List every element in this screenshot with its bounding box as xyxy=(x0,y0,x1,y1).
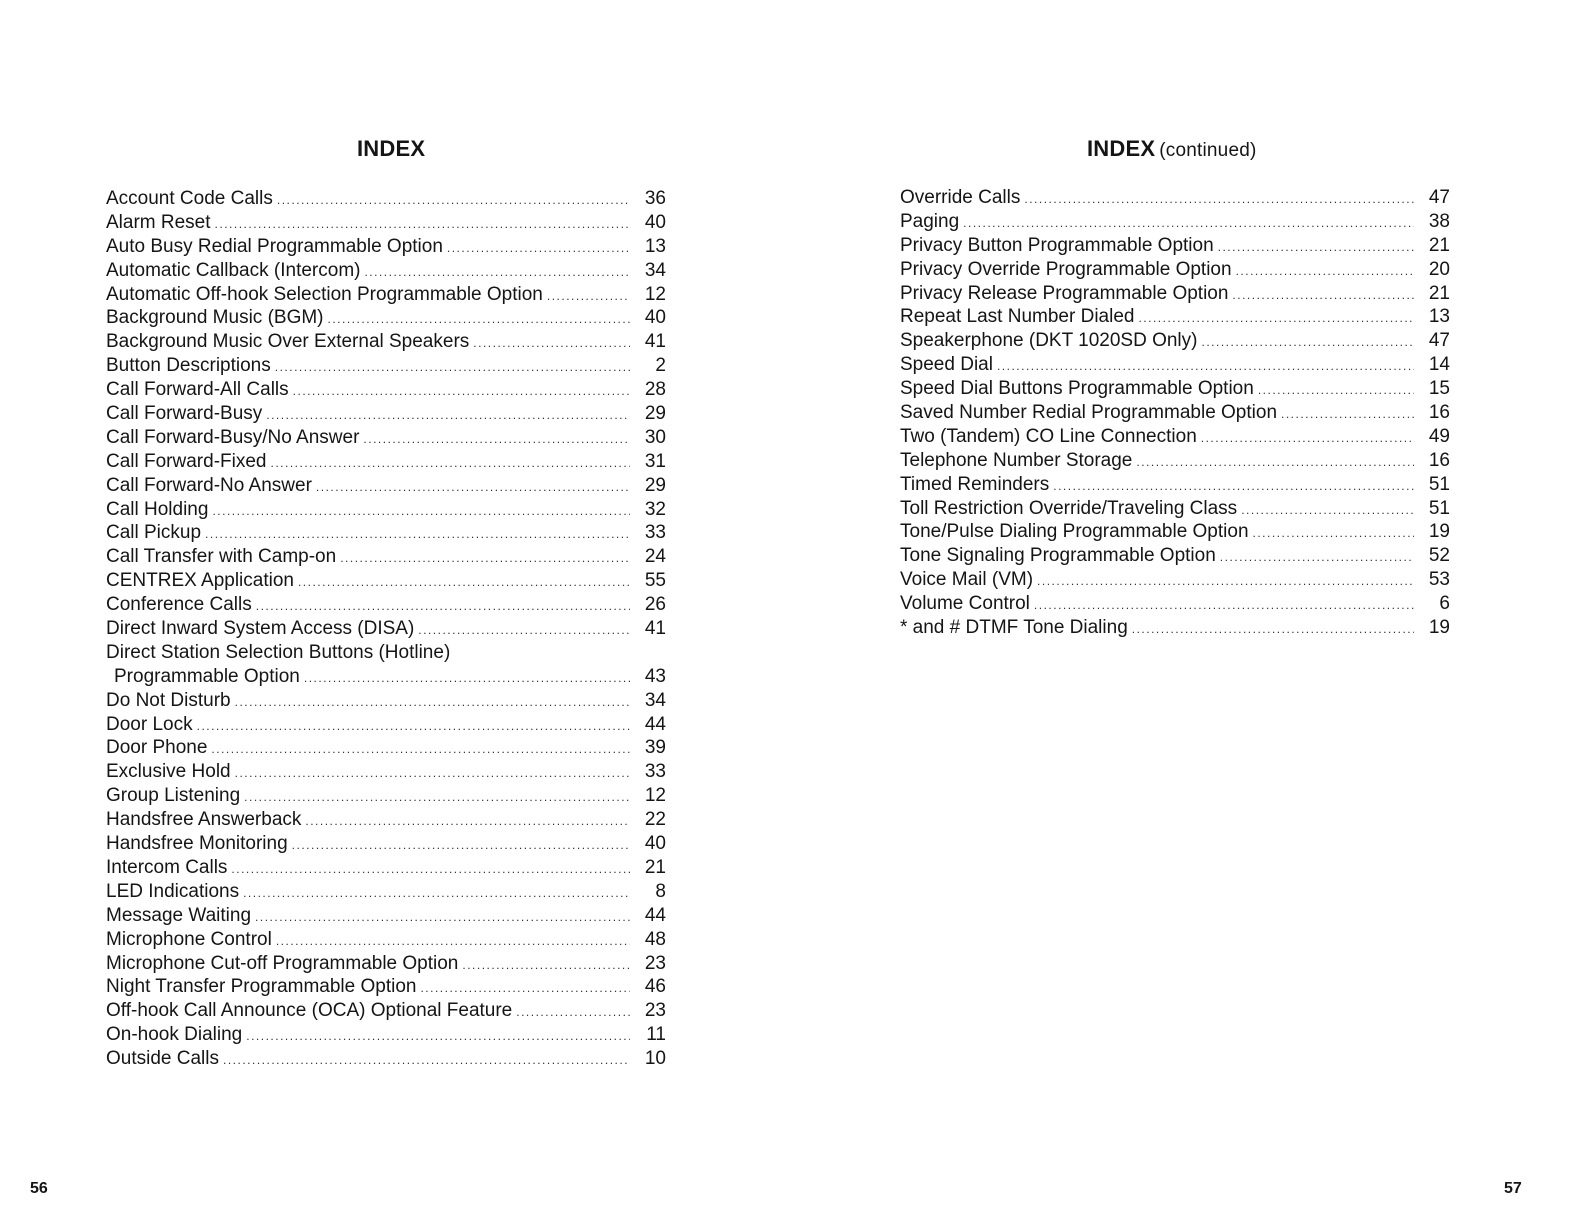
dot-leader xyxy=(473,332,630,356)
index-entry-label: Exclusive Hold xyxy=(106,761,231,783)
dot-leader xyxy=(1220,546,1414,570)
index-entry-page: 46 xyxy=(644,976,666,998)
index-entry-label: Background Music (BGM) xyxy=(106,307,324,329)
dot-leader xyxy=(1034,594,1414,618)
index-entry-label: Speed Dial Buttons Programmable Option xyxy=(900,378,1254,400)
dot-leader xyxy=(197,715,630,739)
index-entry-label: Speed Dial xyxy=(900,354,993,376)
index-entry-page: 40 xyxy=(644,211,666,233)
index-entry-label: Telephone Number Storage xyxy=(900,449,1133,471)
index-entry-label: Microphone Cut-off Programmable Option xyxy=(106,952,459,974)
dot-leader xyxy=(418,619,630,643)
dot-leader xyxy=(1136,451,1414,475)
index-entry-label: Door Phone xyxy=(106,737,208,759)
index-entry xyxy=(106,521,666,545)
index-entry-label: Button Descriptions xyxy=(106,355,271,377)
index-entry xyxy=(106,1047,666,1071)
page-number-left: 56 xyxy=(30,1180,48,1197)
dot-leader xyxy=(364,261,630,285)
index-entry-label: Background Music Over External Speakers xyxy=(106,331,470,353)
dot-leader xyxy=(1201,427,1414,451)
index-entry xyxy=(106,856,666,880)
index-entry-page: 36 xyxy=(644,188,666,209)
index-entry xyxy=(900,520,1450,544)
index-entry-label: Direct Station Selection Buttons (Hotline) xyxy=(106,641,451,663)
index-entry-page: 32 xyxy=(644,498,666,520)
index-entry-label: Outside Calls xyxy=(106,1048,219,1070)
dot-leader xyxy=(462,954,630,978)
index-entry-page: 16 xyxy=(1428,449,1450,471)
dot-leader xyxy=(255,906,630,930)
index-entry-label: Handsfree Monitoring xyxy=(106,833,288,855)
index-entry xyxy=(106,426,666,450)
index-entry-label: Override Calls xyxy=(900,187,1021,208)
index-entry xyxy=(106,736,666,760)
dot-leader xyxy=(420,977,630,1001)
index-entry-label: Auto Busy Redial Programmable Option xyxy=(106,235,443,257)
index-entry xyxy=(900,282,1450,306)
index-title xyxy=(357,136,425,162)
index-entry-page: 39 xyxy=(644,737,666,759)
dot-leader xyxy=(211,738,630,762)
index-entry xyxy=(106,450,666,474)
index-entry-page: 47 xyxy=(1428,330,1450,352)
index-entry xyxy=(106,928,666,952)
index-entry-page: 16 xyxy=(1428,402,1450,424)
index-entry-label: CENTREX Application xyxy=(106,570,294,592)
index-entry-label: Automatic Callback (Intercom) xyxy=(106,259,361,281)
index-entry xyxy=(900,592,1450,616)
index-entry xyxy=(106,593,666,617)
index-entry-page: 44 xyxy=(644,904,666,926)
index-entry xyxy=(900,568,1450,592)
index-entry-page: 13 xyxy=(644,235,666,257)
index-entry-page: 49 xyxy=(1428,425,1450,447)
index-entry-page: 12 xyxy=(644,785,666,807)
index-entry xyxy=(900,186,1450,210)
index-entry-page: 51 xyxy=(1428,497,1450,519)
index-entry xyxy=(106,545,666,569)
dot-leader xyxy=(305,810,630,834)
index-entry-label: Tone Signaling Programmable Option xyxy=(900,545,1216,567)
index-entry-page: 44 xyxy=(644,713,666,735)
dot-leader xyxy=(363,428,630,452)
index-title-text: INDEX xyxy=(357,136,426,161)
index-entry-page: 34 xyxy=(644,689,666,711)
index-entry-page: 29 xyxy=(644,474,666,496)
dot-leader xyxy=(277,189,630,213)
index-entry xyxy=(106,689,666,713)
index-continued-title-text: INDEX xyxy=(1087,136,1156,161)
index-entry-label: Account Code Calls xyxy=(106,188,273,209)
index-entry-page: 15 xyxy=(1428,378,1450,400)
dot-leader xyxy=(1236,260,1414,284)
dot-leader xyxy=(1138,307,1414,331)
dot-leader xyxy=(1258,379,1414,403)
index-entry xyxy=(106,1023,666,1047)
index-entry xyxy=(106,283,666,307)
index-entry-label: Call Forward-No Answer xyxy=(106,474,312,496)
index-entry-label: Direct Inward System Access (DISA) xyxy=(106,618,415,640)
index-entry xyxy=(900,425,1450,449)
index-entry-label: Privacy Override Programmable Option xyxy=(900,258,1232,280)
index-entry-page: 29 xyxy=(644,403,666,425)
index-entry-label: Call Forward-Busy/No Answer xyxy=(106,426,360,448)
index-entry xyxy=(106,259,666,283)
dot-leader xyxy=(244,786,630,810)
index-entry xyxy=(106,713,666,737)
index-entry-page: 31 xyxy=(644,450,666,472)
index-entry xyxy=(106,235,666,259)
index-continued-title xyxy=(1087,136,1257,162)
index-entry-label: Intercom Calls xyxy=(106,856,228,878)
dot-leader xyxy=(316,476,630,500)
index-entry-label: Programmable Option xyxy=(114,665,300,687)
index-entry xyxy=(900,234,1450,258)
dot-leader xyxy=(447,237,630,261)
index-entry-label: Call Forward-Busy xyxy=(106,403,263,425)
index-entry-label: Group Listening xyxy=(106,785,241,807)
index-entry-page: 12 xyxy=(644,283,666,305)
index-entry-page: 33 xyxy=(644,761,666,783)
dot-leader xyxy=(516,1001,630,1025)
dot-leader xyxy=(1024,188,1414,212)
dot-leader xyxy=(266,404,630,428)
index-entry xyxy=(900,353,1450,377)
index-entry-list-left xyxy=(106,187,666,1071)
index-entry-label: Toll Restriction Override/Traveling Class xyxy=(900,497,1238,519)
index-entry-label: Do Not Disturb xyxy=(106,689,231,711)
dot-leader xyxy=(304,667,630,691)
index-entry-label: Door Lock xyxy=(106,713,193,735)
index-entry-label: Conference Calls xyxy=(106,594,252,616)
index-entry-page: 33 xyxy=(644,522,666,544)
index-entry-label: * and # DTMF Tone Dialing xyxy=(900,617,1128,639)
dot-leader xyxy=(246,1025,630,1049)
index-entry-page: 21 xyxy=(644,856,666,878)
index-entry-list-right xyxy=(900,186,1450,640)
index-entry-page: 30 xyxy=(644,426,666,448)
dot-leader xyxy=(215,213,630,237)
dot-leader xyxy=(1253,522,1414,546)
index-entry xyxy=(900,305,1450,329)
dot-leader xyxy=(256,595,630,619)
index-entry-page: 11 xyxy=(646,1024,666,1046)
index-entry-page: 51 xyxy=(1428,473,1450,495)
index-entry-label: Call Holding xyxy=(106,498,209,520)
index-entry xyxy=(106,187,666,211)
index-entry xyxy=(106,402,666,426)
index-entry xyxy=(106,975,666,999)
index-entry xyxy=(106,808,666,832)
dot-leader xyxy=(547,285,630,309)
index-entry xyxy=(900,449,1450,473)
index-entry-page: 23 xyxy=(644,1000,666,1022)
index-entry-page: 21 xyxy=(1428,234,1450,256)
index-entry-page: 26 xyxy=(644,594,666,616)
dot-leader xyxy=(298,571,630,595)
index-entry xyxy=(900,377,1450,401)
index-entry-page: 43 xyxy=(644,665,666,687)
index-entry xyxy=(900,329,1450,353)
index-entry xyxy=(900,616,1450,640)
index-entry-label: Handsfree Answerback xyxy=(106,809,302,831)
index-entry xyxy=(106,569,666,593)
index-entry-label: Microphone Control xyxy=(106,928,272,950)
index-entry xyxy=(900,497,1450,521)
index-entry xyxy=(106,999,666,1023)
dot-leader xyxy=(997,355,1414,379)
dot-leader xyxy=(1201,331,1414,355)
index-entry-page: 22 xyxy=(644,809,666,831)
index-entry xyxy=(106,498,666,522)
index-entry xyxy=(900,210,1450,234)
index-entry xyxy=(106,904,666,928)
index-entry-label: LED Indications xyxy=(106,880,240,902)
dot-leader xyxy=(293,380,630,404)
index-entry-label: Off-hook Call Announce (OCA) Optional Feature xyxy=(106,1000,513,1022)
index-entry-page: 48 xyxy=(644,928,666,950)
index-entry-label: Speakerphone (DKT 1020SD Only) xyxy=(900,330,1198,352)
right-page xyxy=(790,0,1583,1215)
index-entry xyxy=(900,544,1450,568)
page-number-right: 57 xyxy=(1504,1180,1522,1197)
dot-leader xyxy=(223,1049,630,1073)
index-entry-page: 24 xyxy=(644,546,666,568)
index-entry-page: 34 xyxy=(644,259,666,281)
index-entry-page: 6 xyxy=(1439,593,1450,615)
index-continued-suffix: (continued) xyxy=(1159,140,1257,161)
index-entry-label: Call Pickup xyxy=(106,522,202,544)
dot-leader xyxy=(235,762,630,786)
index-entry-label: Call Forward-All Calls xyxy=(106,379,289,401)
index-entry-page: 10 xyxy=(644,1048,666,1070)
index-entry-page: 41 xyxy=(644,331,666,353)
dot-leader xyxy=(205,523,630,547)
index-entry xyxy=(106,474,666,498)
index-entry-label: Alarm Reset xyxy=(106,211,211,233)
dot-leader xyxy=(231,858,630,882)
dot-leader xyxy=(1132,618,1414,642)
index-entry-label: On-hook Dialing xyxy=(106,1024,243,1046)
index-entry-label: Night Transfer Programmable Option xyxy=(106,976,417,998)
index-entry-label: Timed Reminders xyxy=(900,473,1050,495)
index-entry xyxy=(106,665,666,689)
index-entry-label: Privacy Button Programmable Option xyxy=(900,234,1214,256)
index-entry-label: Privacy Release Programmable Option xyxy=(900,282,1229,304)
index-entry xyxy=(106,641,666,665)
dot-leader xyxy=(1053,475,1414,499)
index-entry-page: 53 xyxy=(1428,569,1450,591)
index-entry-label: Saved Number Redial Programmable Option xyxy=(900,402,1278,424)
dot-leader xyxy=(328,308,630,332)
dot-leader xyxy=(1281,403,1414,427)
index-entry-label: Volume Control xyxy=(900,593,1030,615)
index-entry-page: 40 xyxy=(644,833,666,855)
dot-leader xyxy=(340,547,630,571)
left-page xyxy=(0,0,790,1215)
dot-leader xyxy=(243,882,630,906)
index-entry-page: 55 xyxy=(644,570,666,592)
index-entry-page: 41 xyxy=(644,618,666,640)
index-entry-page: 19 xyxy=(1428,521,1450,543)
index-entry-page: 13 xyxy=(1428,306,1450,328)
index-entry xyxy=(900,473,1450,497)
index-entry-label: Paging xyxy=(900,210,960,232)
index-entry xyxy=(106,760,666,784)
index-entry-label: Repeat Last Number Dialed xyxy=(900,306,1135,328)
index-entry-page: 52 xyxy=(1428,545,1450,567)
index-entry-page: 20 xyxy=(1428,258,1450,280)
dot-leader xyxy=(963,212,1414,236)
index-entry xyxy=(106,211,666,235)
index-entry-label: Two (Tandem) CO Line Connection xyxy=(900,425,1197,447)
index-entry xyxy=(106,354,666,378)
index-entry xyxy=(106,952,666,976)
dot-leader xyxy=(1241,499,1414,523)
index-entry-page: 47 xyxy=(1428,187,1450,208)
dot-leader xyxy=(276,930,630,954)
index-entry-page: 21 xyxy=(1428,282,1450,304)
index-entry xyxy=(106,306,666,330)
index-entry xyxy=(106,832,666,856)
index-entry-label: Call Transfer with Camp-on xyxy=(106,546,337,568)
index-entry-page: 8 xyxy=(655,880,666,902)
dot-leader xyxy=(270,452,630,476)
dot-leader xyxy=(1218,236,1414,260)
dot-leader xyxy=(1037,570,1414,594)
index-entry-page: 19 xyxy=(1428,617,1450,639)
index-entry-label: Automatic Off-hook Selection Programmable Option xyxy=(106,283,543,305)
index-entry-page: 28 xyxy=(644,379,666,401)
index-entry-page: 40 xyxy=(644,307,666,329)
index-entry xyxy=(900,258,1450,282)
index-entry-page: 14 xyxy=(1428,354,1450,376)
dot-leader xyxy=(235,691,630,715)
index-entry-page: 38 xyxy=(1428,210,1450,232)
dot-leader xyxy=(1232,284,1414,308)
index-entry-page: 23 xyxy=(644,952,666,974)
index-entry xyxy=(106,880,666,904)
index-entry-label: Voice Mail (VM) xyxy=(900,569,1034,591)
index-entry xyxy=(900,401,1450,425)
index-entry xyxy=(106,378,666,402)
index-entry-label: Call Forward-Fixed xyxy=(106,450,267,472)
index-entry xyxy=(106,784,666,808)
index-entry-page: 2 xyxy=(655,355,666,377)
dot-leader xyxy=(275,356,630,380)
dot-leader xyxy=(212,500,630,524)
index-entry-label: Message Waiting xyxy=(106,904,252,926)
dot-leader xyxy=(292,834,630,858)
index-entry xyxy=(106,617,666,641)
index-entry-label: Tone/Pulse Dialing Programmable Option xyxy=(900,521,1249,543)
index-entry xyxy=(106,330,666,354)
